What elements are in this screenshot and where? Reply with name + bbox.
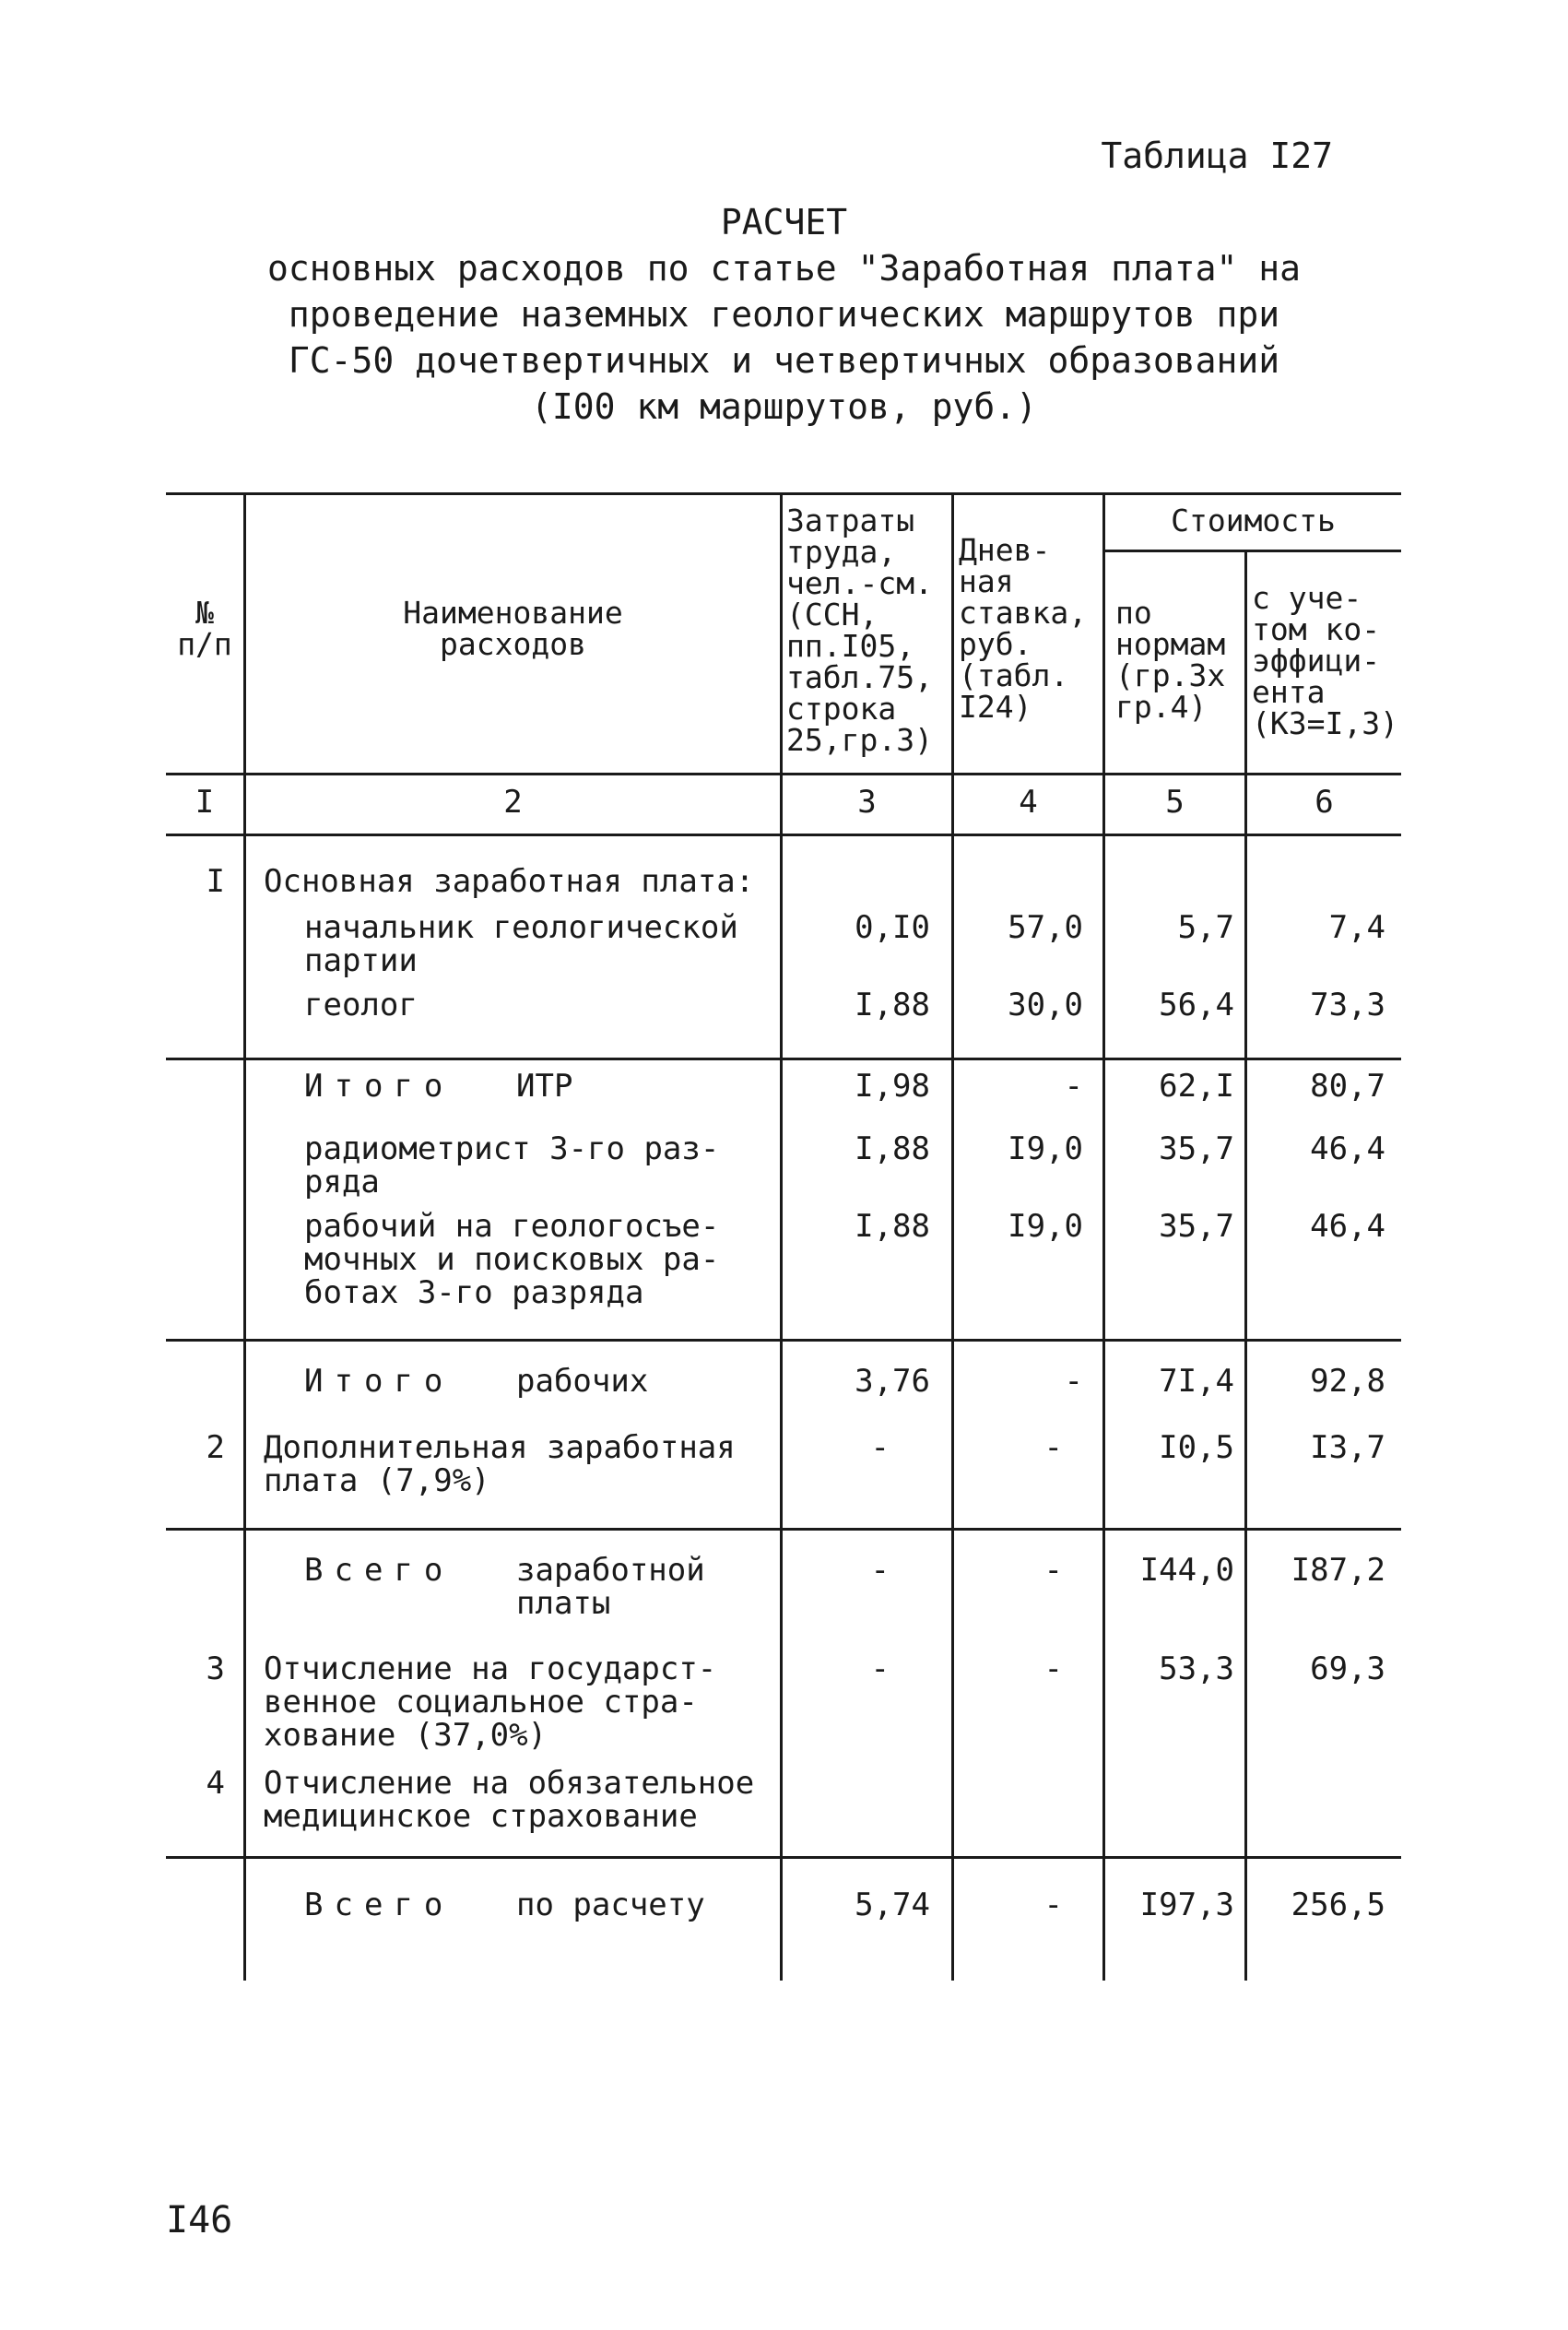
row-name-suffix: ИТР: [516, 1068, 573, 1105]
row-cost-norm: 35,7: [1159, 1208, 1234, 1245]
table-rule-section-2: [166, 1339, 1401, 1342]
col-number-5: 5: [1165, 784, 1185, 821]
table-rule-cost-sub: [1102, 550, 1401, 552]
row-name: рабочий на геологосъе- мочных и поисковых ра- ботах 3-го разряда: [304, 1208, 720, 1311]
row-num: 2: [206, 1429, 225, 1466]
row-name: Итого: [304, 1363, 454, 1400]
table-rule-top: [166, 492, 1401, 495]
row-cost-coef: I87,2: [1291, 1552, 1385, 1589]
row-rate: -: [1043, 1552, 1063, 1589]
row-labor: I,88: [855, 987, 930, 1023]
row-cost-coef: 73,3: [1310, 987, 1385, 1023]
row-cost-coef: 69,3: [1310, 1650, 1385, 1687]
row-name: начальник геологической партии: [304, 909, 738, 979]
row-cost-coef: 256,5: [1291, 1886, 1385, 1923]
row-labor: -: [870, 1429, 890, 1466]
row-cost-norm: 62,I: [1159, 1068, 1234, 1105]
title-line-3: проведение наземных геологических маршрутов при: [288, 294, 1280, 335]
table-rule-header-bottom: [166, 773, 1401, 775]
row-cost-coef: 46,4: [1310, 1208, 1385, 1245]
row-name: радиометрист 3-го раз- ряда: [304, 1130, 720, 1200]
title-line-2: основных расходов по статье "Заработная плата" на: [266, 248, 1302, 289]
row-labor: 0,I0: [855, 909, 930, 946]
row-labor: -: [870, 1552, 890, 1589]
row-name-suffix: по расчету: [516, 1886, 705, 1923]
table-rule-section-4: [166, 1856, 1401, 1859]
row-cost-coef: 80,7: [1310, 1068, 1385, 1105]
col-number-3: 3: [857, 784, 877, 821]
col-number-1: I: [195, 784, 215, 821]
row-labor: 3,76: [855, 1363, 930, 1400]
page-number: I46: [166, 2199, 233, 2241]
row-num: I: [206, 863, 225, 900]
row-cost-norm: 56,4: [1159, 987, 1234, 1023]
row-num: 3: [206, 1650, 225, 1687]
row-num: 4: [206, 1765, 225, 1802]
header-cost: Стоимость: [1171, 503, 1336, 538]
row-name: Дополнительная заработная плата (7,9%): [264, 1429, 736, 1499]
row-cost-norm: I44,0: [1139, 1552, 1234, 1589]
row-cost-norm: I0,5: [1159, 1429, 1234, 1466]
table-rule-colnums-bottom: [166, 834, 1401, 836]
row-rate: -: [1064, 1068, 1083, 1105]
row-rate: 30,0: [1008, 987, 1083, 1023]
header-rate: Днев- ная ставка, руб. (табл. I24): [959, 532, 1088, 725]
row-rate: -: [1043, 1650, 1063, 1687]
row-rate: -: [1043, 1429, 1063, 1466]
row-name: Основная заработная плата:: [264, 863, 755, 900]
row-labor: -: [870, 1650, 890, 1687]
row-labor: I,98: [855, 1068, 930, 1105]
row-cost-norm: 7I,4: [1159, 1363, 1234, 1400]
header-cost-norm: по нормам (гр.3х гр.4): [1115, 595, 1226, 725]
header-cost-coef: с уче- том ко- эффици- ента (К3=I,3): [1252, 580, 1398, 741]
row-cost-coef: 92,8: [1310, 1363, 1385, 1400]
row-rate: I9,0: [1008, 1208, 1083, 1245]
row-rate: -: [1064, 1363, 1083, 1400]
header-name: Наименование расходов: [403, 595, 623, 662]
table-label: Таблица I27: [1101, 136, 1333, 176]
row-cost-norm: 35,7: [1159, 1130, 1234, 1167]
row-rate: 57,0: [1008, 909, 1083, 946]
row-rate: I9,0: [1008, 1130, 1083, 1167]
table-rule-section-3: [166, 1528, 1401, 1531]
header-num: № п/п: [177, 595, 232, 662]
row-rate: -: [1043, 1886, 1063, 1923]
table-col-sep-1: [243, 492, 246, 1981]
row-cost-coef: 7,4: [1328, 909, 1385, 946]
row-cost-norm: 53,3: [1159, 1650, 1234, 1687]
row-labor: I,88: [855, 1208, 930, 1245]
row-name: Всего: [304, 1886, 454, 1923]
row-cost-coef: 46,4: [1310, 1130, 1385, 1167]
row-name: Отчисление на обязательное медицинское страхование: [264, 1765, 755, 1835]
table-col-sep-5: [1244, 550, 1247, 1981]
row-name-suffix: заработной платы: [516, 1552, 705, 1622]
row-name: Отчисление на государст- венное социальное стра- хование (37,0%): [264, 1650, 717, 1754]
title-line-4: ГС-50 дочетвертичных и четвертичных образований: [288, 340, 1280, 381]
title-line-1: РАСЧЕТ: [720, 202, 848, 242]
row-name: Итого: [304, 1068, 454, 1105]
table-rule-section-1: [166, 1058, 1401, 1060]
row-name-suffix: рабочих: [516, 1363, 649, 1400]
row-name: Всего: [304, 1552, 454, 1589]
row-cost-coef: I3,7: [1310, 1429, 1385, 1466]
row-labor: 5,74: [855, 1886, 930, 1923]
title-line-5: (I00 км маршрутов, руб.): [530, 386, 1038, 427]
col-number-4: 4: [1019, 784, 1038, 821]
col-number-2: 2: [503, 784, 523, 821]
row-name: геолог: [304, 987, 418, 1023]
col-number-6: 6: [1315, 784, 1334, 821]
row-cost-norm: I97,3: [1139, 1886, 1234, 1923]
row-labor: I,88: [855, 1130, 930, 1167]
header-labor: Затраты труда, чел.-см. (ССН, пп.I05, табл.75, строка 25,гр.3): [786, 503, 933, 758]
row-cost-norm: 5,7: [1177, 909, 1234, 946]
